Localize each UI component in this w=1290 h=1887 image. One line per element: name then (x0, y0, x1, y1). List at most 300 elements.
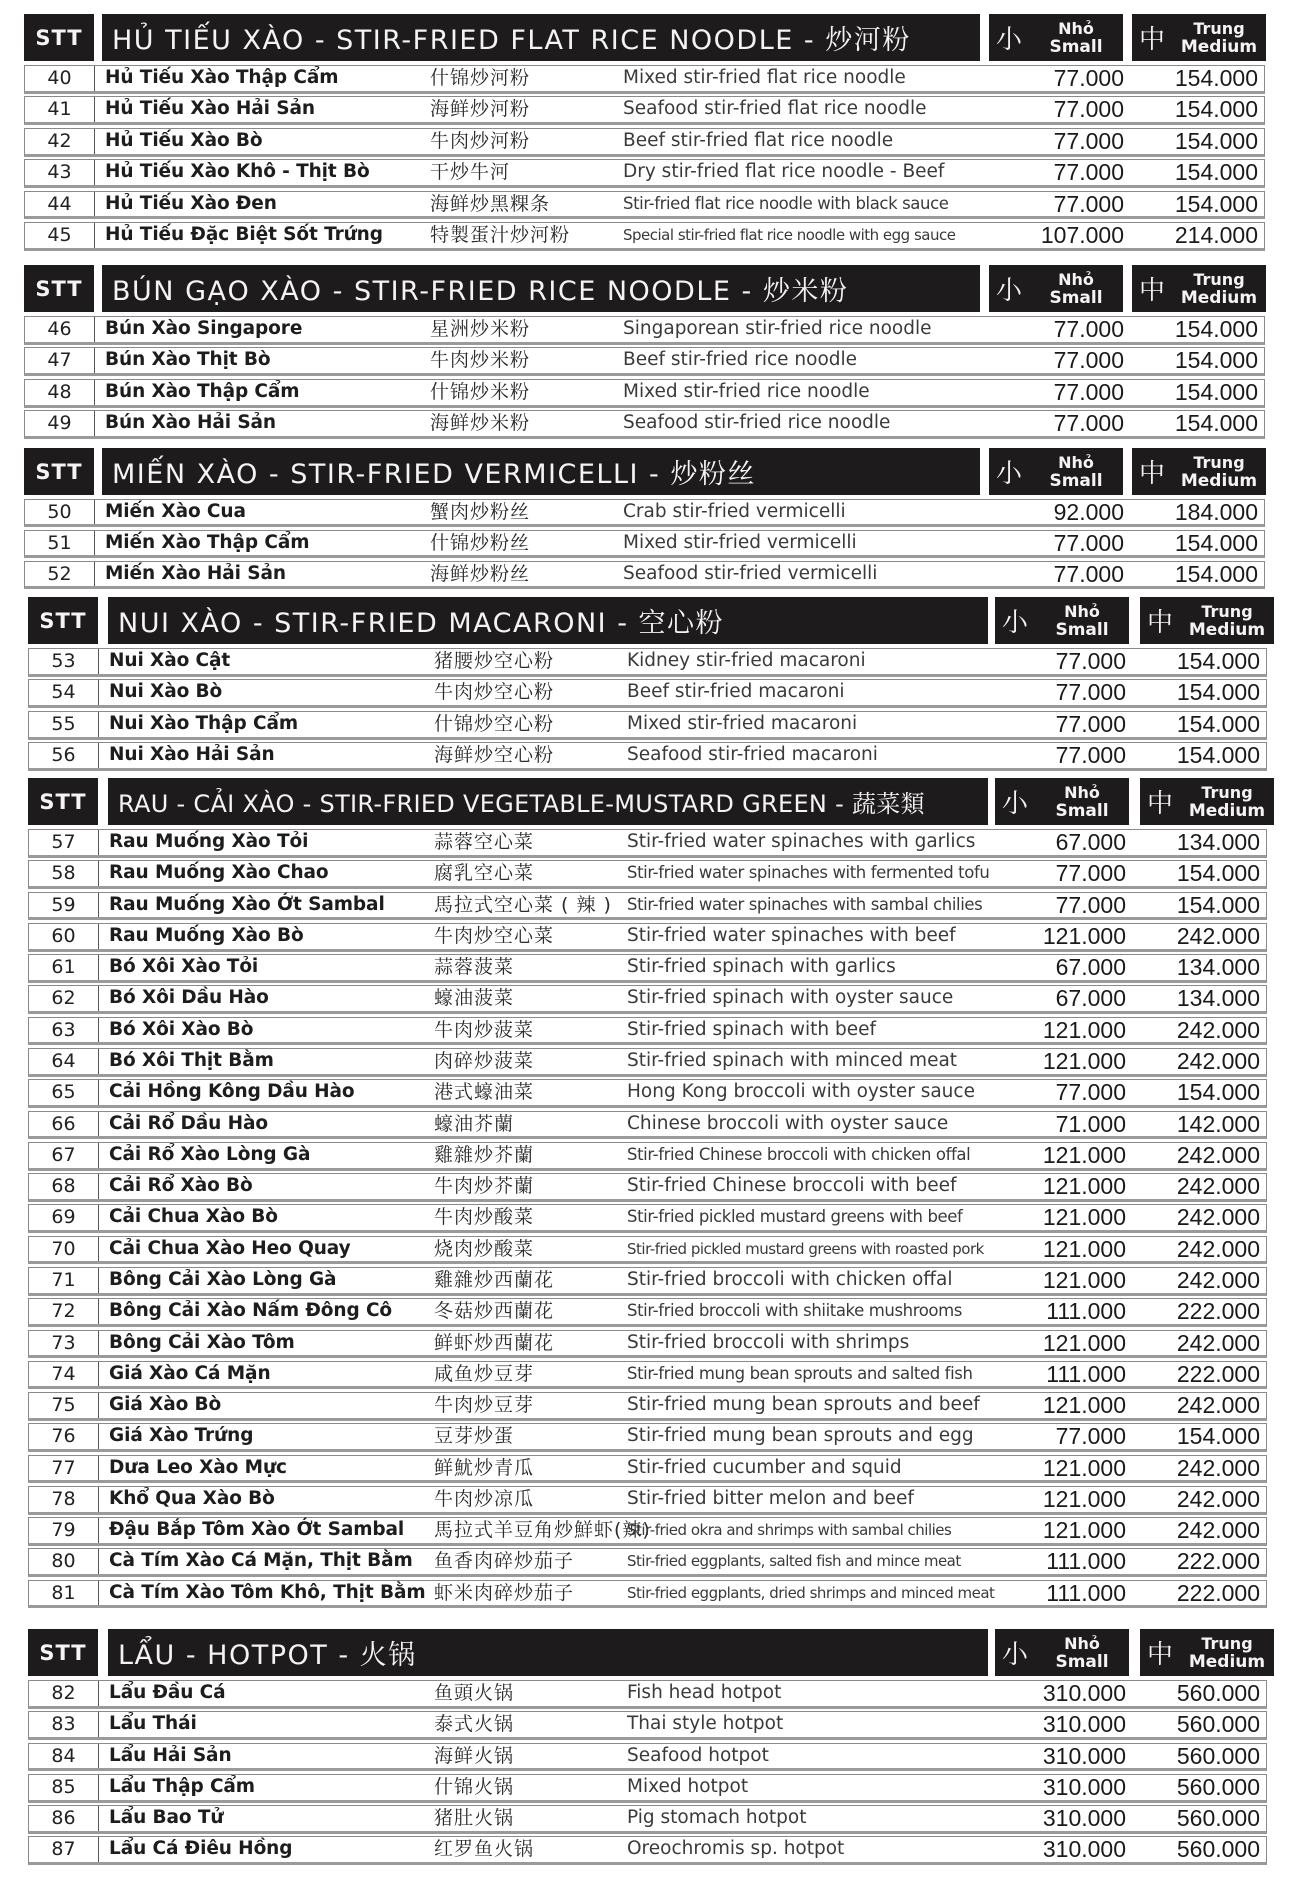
item-name-cn: 冬菇炒西蘭花 (434, 1300, 555, 1323)
price-small: 121.000 (1042, 1016, 1126, 1043)
item-number: 53 (29, 649, 99, 674)
menu-item-row (28, 1680, 1267, 1709)
item-name-en: Stir-fried mung bean sprouts and beef (627, 1394, 980, 1416)
item-name-en: Beef stir-fried macaroni (627, 681, 845, 703)
price-small: 111.000 (1046, 1298, 1126, 1325)
item-name-en: Stir-fried water spinaches with sambal chilies (627, 894, 983, 914)
item-name-vi: Bông Cải Xào Lòng Gà (109, 1268, 337, 1290)
small-size-label (1035, 1634, 1129, 1672)
menu-section (0, 1629, 1290, 1868)
item-name-cn: 牛肉炒空心粉 (434, 681, 555, 704)
section-title: BÚN GẠO XÀO - STIR-FRIED RICE NOODLE - 炒米粉 (102, 265, 980, 312)
item-name-cn: 海鲜炒黑粿条 (430, 192, 551, 215)
small-size-vi: Nhỏ (1058, 18, 1094, 38)
small-size-vi: Nhỏ (1064, 1633, 1100, 1653)
menu-item-row (28, 829, 1267, 858)
item-name-vi: Giá Xào Trứng (109, 1425, 254, 1447)
medium-size-label (1180, 783, 1274, 821)
item-name-en: Stir-fried pickled mustard greens with roasted pork (627, 1239, 984, 1258)
item-name-en: Stir-fried Chinese broccoli with chicken offal (627, 1144, 971, 1164)
price-medium: 134.000 (1176, 954, 1260, 981)
item-name-vi: Rau Muống Xào Bò (109, 924, 304, 946)
item-name-en: Stir-fried bitter melon and beef (627, 1487, 914, 1509)
item-name-cn: 鱼頭火锅 (434, 1682, 515, 1704)
item-name-cn: 红罗鱼火锅 (434, 1838, 535, 1861)
item-name-vi: Hủ Tiếu Xào Thập Cẩm (105, 67, 339, 88)
price-small: 77.000 (1055, 1423, 1126, 1450)
medium-size-vi: Trung (1193, 18, 1245, 38)
small-size-vi: Nhỏ (1064, 782, 1100, 802)
menu-item-row (24, 222, 1265, 251)
menu-item-row (28, 985, 1267, 1014)
item-name-en: Seafood stir-fried vermicelli (623, 562, 878, 584)
item-number: 70 (29, 1237, 99, 1262)
item-name-vi: Nui Xào Bò (109, 681, 223, 703)
medium-size-en: Medium (1188, 800, 1266, 821)
price-small: 121.000 (1042, 1329, 1126, 1356)
price-medium: 242.000 (1176, 1173, 1260, 1200)
price-small: 121.000 (1042, 922, 1126, 949)
item-name-vi: Bông Cải Xào Tôm (109, 1331, 295, 1353)
small-size-cn: 小 (995, 276, 1022, 306)
stt-header: STT (28, 597, 98, 644)
price-small: 67.000 (1055, 985, 1126, 1012)
medium-size-header (1140, 1629, 1274, 1676)
item-number: 61 (29, 955, 99, 980)
price-small: 77.000 (1055, 860, 1126, 887)
price-small: 310.000 (1042, 1711, 1126, 1738)
menu-item-row (28, 1330, 1267, 1359)
item-name-vi: Hủ Tiếu Xào Khô - Thịt Bò (105, 161, 370, 183)
section-header (0, 448, 1290, 495)
item-name-cn: 牛肉炒酸菜 (434, 1206, 535, 1229)
price-medium: 242.000 (1176, 1141, 1260, 1168)
section-title: HỦ TIẾU XÀO - STIR-FRIED FLAT RICE NOODLE - 炒河粉 (102, 14, 980, 61)
medium-size-header (1132, 448, 1266, 495)
menu-section (0, 597, 1290, 774)
item-name-cn: 牛肉炒河粉 (430, 129, 531, 152)
menu-item-row (28, 1079, 1267, 1108)
item-number: 83 (29, 1712, 99, 1737)
item-number: 65 (29, 1080, 99, 1105)
item-name-en: Mixed stir-fried rice noodle (623, 380, 870, 402)
item-name-vi: Rau Muống Xào Ớt Sambal (109, 893, 385, 915)
price-medium: 214.000 (1174, 221, 1258, 248)
price-medium: 154.000 (1174, 190, 1258, 217)
item-name-cn: 牛肉炒凉瓜 (434, 1487, 535, 1510)
price-small: 121.000 (1042, 1485, 1126, 1512)
price-medium: 134.000 (1176, 829, 1260, 855)
item-name-cn: 蠔油芥蘭 (434, 1112, 515, 1135)
price-small: 77.000 (1055, 710, 1126, 737)
medium-size-en: Medium (1188, 1651, 1266, 1672)
item-number: 72 (29, 1299, 99, 1324)
item-name-cn: 海鲜火锅 (434, 1744, 515, 1767)
medium-size-en: Medium (1188, 619, 1266, 640)
item-name-en: Stir-fried cucumber and squid (627, 1456, 902, 1478)
item-name-en: Crab stir-fried vermicelli (623, 501, 846, 522)
item-name-en: Pig stomach hotpot (627, 1807, 807, 1829)
item-name-vi: Lẩu Thập Cẩm (109, 1775, 255, 1797)
item-name-en: Stir-fried spinach with minced meat (627, 1049, 958, 1071)
item-name-en: Seafood stir-fried rice noodle (623, 412, 891, 434)
item-number: 68 (29, 1174, 99, 1199)
item-name-en: Stir-fried water spinaches with beef (627, 924, 956, 946)
section-header (0, 778, 1290, 825)
item-name-en: Beef stir-fried rice noodle (623, 349, 858, 371)
item-name-en: Beef stir-fried flat rice noodle (623, 129, 894, 151)
price-medium: 560.000 (1176, 1711, 1260, 1738)
menu-item-row (28, 1048, 1267, 1077)
menu-section (0, 265, 1290, 442)
item-name-vi: Cải Chua Xào Bò (109, 1206, 278, 1228)
medium-size-cn: 中 (1138, 459, 1165, 489)
menu-item-row (24, 65, 1265, 94)
item-name-en: Seafood stir-fried flat rice noodle (623, 98, 927, 120)
menu-section (0, 778, 1290, 1611)
item-name-cn: 咸鱼炒豆芽 (434, 1362, 535, 1385)
menu-item-row (28, 954, 1267, 983)
price-medium: 242.000 (1176, 1266, 1260, 1293)
small-size-en: Small (1049, 287, 1103, 308)
item-name-vi: Hủ Tiếu Xào Bò (105, 129, 263, 151)
item-name-en: Stir-fried okra and shrimps with sambal chilies (627, 1521, 952, 1540)
item-name-cn: 港式蠔油菜 (434, 1081, 535, 1104)
price-medium: 560.000 (1176, 1836, 1260, 1863)
medium-size-vi: Trung (1201, 601, 1253, 621)
menu-item-row (28, 923, 1267, 952)
price-medium: 134.000 (1176, 985, 1260, 1012)
small-size-vi: Nhỏ (1058, 269, 1094, 289)
item-number: 47 (25, 348, 95, 373)
item-number: 66 (29, 1112, 99, 1137)
price-medium: 154.000 (1174, 560, 1258, 587)
price-small: 67.000 (1055, 954, 1126, 981)
item-number: 40 (25, 66, 95, 91)
item-name-en: Mixed stir-fried vermicelli (623, 531, 857, 553)
menu-item-row (28, 1711, 1267, 1740)
item-number: 45 (25, 223, 95, 248)
medium-size-vi: Trung (1193, 452, 1245, 472)
stt-header: STT (28, 1629, 98, 1676)
item-name-cn: 豆芽炒蛋 (434, 1425, 515, 1448)
item-name-vi: Lẩu Bao Tử (109, 1807, 224, 1829)
price-small: 111.000 (1046, 1360, 1126, 1387)
menu-item-row (28, 1580, 1267, 1609)
menu-item-row (24, 128, 1265, 157)
item-name-cn: 牛肉炒菠菜 (434, 1018, 535, 1041)
item-name-en: Stir-fried flat rice noodle with black sauce (623, 193, 949, 213)
item-name-cn: 特製蛋汁炒河粉 (430, 223, 571, 246)
price-small: 111.000 (1046, 1579, 1126, 1606)
small-size-header (995, 1629, 1129, 1676)
menu-item-row (28, 1423, 1267, 1452)
section-header (0, 597, 1290, 644)
item-name-cn: 什锦炒米粉 (430, 380, 531, 403)
item-name-vi: Nui Xào Thập Cẩm (109, 712, 299, 734)
section-header (0, 1629, 1290, 1676)
item-name-vi: Bún Xào Thập Cẩm (105, 380, 300, 402)
menu-item-row (28, 1173, 1267, 1202)
item-name-cn: 牛肉炒米粉 (430, 349, 531, 372)
price-medium: 154.000 (1174, 65, 1258, 91)
menu-item-row (28, 1392, 1267, 1421)
item-number: 78 (29, 1487, 99, 1512)
item-name-en: Dry stir-fried flat rice noodle - Beef (623, 161, 945, 183)
item-number: 48 (25, 380, 95, 405)
price-small: 77.000 (1053, 96, 1124, 123)
item-name-en: Stir-fried pickled mustard greens with beef (627, 1207, 963, 1227)
price-small: 77.000 (1053, 529, 1124, 556)
section-header (0, 14, 1290, 61)
price-medium: 242.000 (1176, 1204, 1260, 1231)
item-name-cn: 海鲜炒河粉 (430, 98, 531, 121)
medium-size-cn: 中 (1146, 789, 1173, 819)
medium-size-header (1140, 597, 1274, 644)
price-small: 77.000 (1055, 891, 1126, 918)
item-name-vi: Lẩu Cá Điêu Hồng (109, 1838, 293, 1860)
item-number: 75 (29, 1393, 99, 1418)
price-small: 121.000 (1042, 1266, 1126, 1293)
price-medium: 242.000 (1176, 1329, 1260, 1356)
item-number: 44 (25, 192, 95, 217)
stt-header: STT (24, 14, 94, 61)
item-name-cn: 烧肉炒酸菜 (434, 1237, 535, 1260)
menu-item-row (24, 96, 1265, 125)
small-size-cn: 小 (995, 25, 1022, 55)
menu-item-row (28, 1267, 1267, 1296)
item-name-cn: 什锦火锅 (434, 1775, 515, 1798)
menu-item-row (28, 1204, 1267, 1233)
item-name-en: Stir-fried spinach with beef (627, 1018, 877, 1040)
item-name-en: Stir-fried mung bean sprouts and egg (627, 1425, 974, 1447)
section-title: LẨU - HOTPOT - 火锅 (108, 1629, 988, 1676)
item-number: 82 (29, 1681, 99, 1706)
menu-item-row (24, 159, 1265, 188)
small-size-label (1029, 19, 1123, 57)
price-small: 77.000 (1055, 648, 1126, 674)
item-number: 69 (29, 1205, 99, 1230)
item-name-en: Special stir-fried flat rice noodle with egg sauce (623, 225, 956, 244)
medium-size-header (1140, 778, 1274, 825)
section-header (0, 265, 1290, 312)
item-name-vi: Rau Muống Xào Tỏi (109, 831, 309, 852)
item-number: 84 (29, 1744, 99, 1769)
item-name-vi: Bún Xào Thịt Bò (105, 349, 271, 371)
section-title: NUI XÀO - STIR-FRIED MACARONI - 空心粉 (108, 597, 988, 644)
item-number: 71 (29, 1268, 99, 1293)
item-number: 52 (25, 562, 95, 586)
price-medium: 560.000 (1176, 1805, 1260, 1832)
price-medium: 154.000 (1174, 378, 1258, 405)
price-medium: 154.000 (1174, 347, 1258, 374)
item-number: 54 (29, 680, 99, 705)
medium-size-en: Medium (1180, 36, 1258, 57)
item-name-cn: 馬拉式空心菜 ( 辣 ) (434, 893, 612, 916)
medium-size-header (1132, 14, 1266, 61)
small-size-label (1035, 783, 1129, 821)
item-name-cn: 虾米肉碎炒茄子 (434, 1581, 575, 1604)
menu-item-row (28, 1486, 1267, 1515)
small-size-label (1029, 453, 1123, 491)
item-name-vi: Khổ Qua Xào Bò (109, 1487, 275, 1509)
price-medium: 242.000 (1176, 1517, 1260, 1544)
small-size-label (1029, 270, 1123, 308)
price-small: 310.000 (1042, 1805, 1126, 1832)
item-number: 46 (25, 317, 95, 342)
item-list (0, 648, 1290, 771)
menu-section (0, 448, 1290, 592)
menu-item-row (28, 1298, 1267, 1327)
item-list (0, 829, 1290, 1608)
item-name-vi: Bông Cải Xào Nấm Đông Cô (109, 1300, 393, 1322)
item-number: 51 (25, 531, 95, 555)
price-medium: 154.000 (1176, 648, 1260, 674)
item-name-vi: Lẩu Hải Sản (109, 1744, 232, 1766)
menu-item-row (24, 191, 1265, 220)
menu-item-row (28, 1743, 1267, 1772)
price-medium: 184.000 (1174, 499, 1258, 525)
item-name-cn: 蒜蓉空心菜 (434, 831, 535, 853)
item-name-vi: Hủ Tiếu Xào Hải Sản (105, 98, 315, 120)
price-small: 67.000 (1055, 829, 1126, 855)
item-name-en: Stir-fried eggplants, salted fish and mince meat (627, 1552, 961, 1571)
item-number: 86 (29, 1806, 99, 1831)
item-name-cn: 泰式火锅 (434, 1713, 515, 1736)
item-name-vi: Bó Xôi Xào Bò (109, 1018, 254, 1040)
price-medium: 154.000 (1176, 1079, 1260, 1106)
medium-size-label (1172, 270, 1266, 308)
price-small: 77.000 (1053, 127, 1124, 154)
price-small: 310.000 (1042, 1742, 1126, 1769)
item-name-cn: 海鲜炒米粉 (430, 412, 531, 435)
item-name-cn: 蠔油菠菜 (434, 987, 515, 1010)
item-name-cn: 蒜蓉菠菜 (434, 956, 515, 979)
item-name-vi: Dưa Leo Xào Mực (109, 1456, 287, 1478)
medium-size-cn: 中 (1146, 608, 1173, 638)
small-size-header (989, 448, 1123, 495)
price-small: 310.000 (1042, 1836, 1126, 1863)
item-name-vi: Hủ Tiếu Đặc Biệt Sốt Trứng (105, 223, 383, 245)
price-medium: 242.000 (1176, 1047, 1260, 1074)
price-medium: 154.000 (1174, 529, 1258, 556)
item-name-en: Mixed hotpot (627, 1775, 749, 1797)
item-name-vi: Nui Xào Cật (109, 650, 231, 671)
price-medium: 154.000 (1174, 96, 1258, 123)
item-name-cn: 干炒牛河 (430, 161, 511, 184)
small-size-label (1035, 602, 1129, 640)
item-number: 67 (29, 1143, 99, 1168)
item-name-cn: 鱼香肉碎炒茄子 (434, 1550, 575, 1573)
item-name-cn: 海鲜炒空心粉 (434, 744, 555, 767)
item-name-vi: Miến Xào Thập Cẩm (105, 531, 310, 553)
menu-item-row (28, 1111, 1267, 1140)
item-number: 50 (25, 500, 95, 524)
medium-size-cn: 中 (1146, 1640, 1173, 1670)
price-small: 111.000 (1046, 1548, 1126, 1575)
item-number: 62 (29, 986, 99, 1011)
item-number: 41 (25, 97, 95, 122)
menu-item-row (28, 1361, 1267, 1390)
item-name-en: Thai style hotpot (627, 1713, 784, 1735)
price-medium: 154.000 (1176, 891, 1260, 918)
price-medium: 154.000 (1174, 410, 1258, 437)
item-name-en: Stir-fried broccoli with shiitake mushrooms (627, 1301, 962, 1321)
item-name-en: Mixed stir-fried macaroni (627, 712, 858, 734)
price-small: 77.000 (1053, 159, 1124, 186)
medium-size-header (1132, 265, 1266, 312)
item-name-vi: Miến Xào Hải Sản (105, 562, 286, 584)
item-name-cn: 肉碎炒菠菜 (434, 1049, 535, 1072)
menu-item-row (24, 561, 1265, 589)
item-number: 55 (29, 712, 99, 737)
price-small: 77.000 (1053, 410, 1124, 437)
item-list (0, 316, 1290, 439)
item-name-vi: Hủ Tiếu Xào Đen (105, 192, 277, 214)
item-number: 58 (29, 861, 99, 886)
price-small: 77.000 (1053, 316, 1124, 342)
item-name-cn: 什锦炒河粉 (430, 67, 531, 89)
price-small: 107.000 (1040, 221, 1124, 248)
item-name-vi: Giá Xào Cá Mặn (109, 1362, 271, 1384)
small-size-en: Small (1049, 470, 1103, 491)
menu-item-row (28, 1142, 1267, 1171)
medium-size-cn: 中 (1138, 25, 1165, 55)
menu-item-row (28, 648, 1267, 677)
small-size-header (995, 778, 1129, 825)
menu-item-row (24, 379, 1265, 408)
price-small: 121.000 (1042, 1454, 1126, 1481)
item-name-en: Stir-fried spinach with garlics (627, 956, 896, 978)
section-title: MIẾN XÀO - STIR-FRIED VERMICELLI - 炒粉丝 (102, 448, 980, 495)
menu-item-row (28, 1805, 1267, 1834)
stt-header: STT (24, 265, 94, 312)
stt-header: STT (24, 448, 94, 495)
menu-item-row (28, 1774, 1267, 1803)
item-name-cn: 牛肉炒豆芽 (434, 1394, 535, 1417)
item-number: 64 (29, 1049, 99, 1074)
item-number: 60 (29, 924, 99, 949)
item-name-cn: 雞雜炒西蘭花 (434, 1268, 555, 1291)
item-name-cn: 猪肚火锅 (434, 1807, 515, 1830)
menu-item-row (28, 892, 1267, 921)
medium-size-label (1180, 602, 1274, 640)
item-number: 42 (25, 129, 95, 154)
item-name-vi: Cải Rổ Xào Lòng Gà (109, 1143, 311, 1165)
small-size-header (995, 597, 1129, 644)
small-size-cn: 小 (1001, 608, 1028, 638)
item-name-cn: 鲜魷炒青瓜 (434, 1456, 535, 1479)
item-number: 77 (29, 1456, 99, 1481)
price-medium: 242.000 (1176, 1485, 1260, 1512)
price-medium: 154.000 (1174, 316, 1258, 342)
price-small: 121.000 (1042, 1173, 1126, 1200)
medium-size-vi: Trung (1193, 269, 1245, 289)
price-small: 77.000 (1053, 190, 1124, 217)
item-name-en: Oreochromis sp. hotpot (627, 1838, 845, 1860)
menu-item-row (24, 316, 1265, 345)
medium-size-label (1172, 19, 1266, 57)
small-size-cn: 小 (1001, 789, 1028, 819)
price-small: 121.000 (1042, 1047, 1126, 1074)
item-name-cn: 猪腰炒空心粉 (434, 650, 555, 672)
small-size-en: Small (1055, 800, 1109, 821)
item-name-en: Seafood hotpot (627, 1744, 769, 1766)
item-number: 73 (29, 1331, 99, 1356)
item-name-vi: Bún Xào Hải Sản (105, 412, 277, 434)
item-name-vi: Cà Tím Xào Cá Mặn, Thịt Bằm (109, 1550, 413, 1572)
item-number: 76 (29, 1424, 99, 1449)
